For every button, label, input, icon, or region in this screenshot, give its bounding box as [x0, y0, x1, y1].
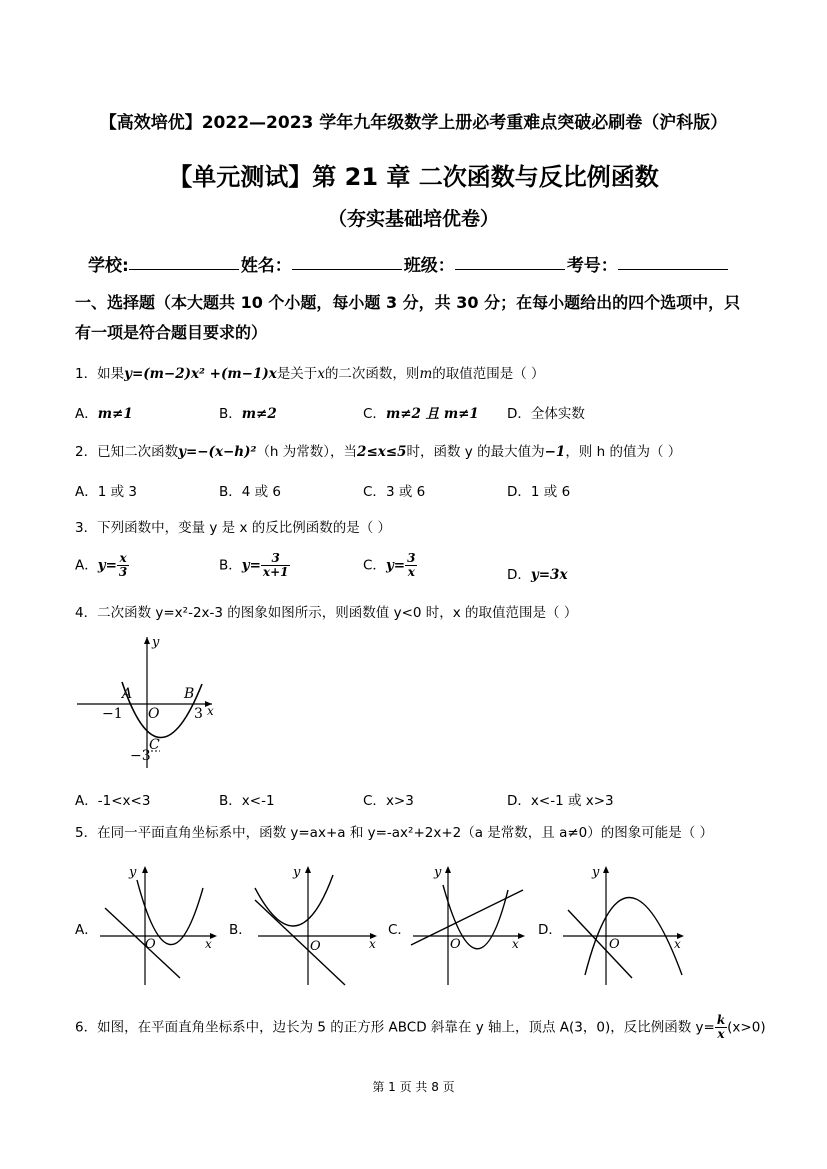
name-label: 姓名：: [240, 256, 292, 276]
q1-formula: y=(m−2)x² +(m−1)x: [124, 366, 277, 382]
q4-option-a[interactable]: A．-1<x<3: [75, 793, 151, 809]
q5b-y-label: y: [293, 865, 301, 880]
page-title: 【单元测试】第 21 章 二次函数与反比例函数: [168, 163, 659, 191]
q5d-line: [568, 910, 632, 978]
q5-option-b-label[interactable]: B．: [229, 922, 252, 938]
q3-option-a[interactable]: A．y= $\frac{x}{3}$: [75, 551, 128, 580]
q5a-x-label: x: [205, 937, 212, 951]
page-subtitle: （夯实基础培优卷）: [327, 208, 499, 230]
q1-option-d[interactable]: D．全体实数: [507, 406, 585, 422]
class-label: 班级：: [403, 256, 455, 276]
q2-post: ，则 h 的值为（ ）: [565, 444, 682, 460]
q1-option-c[interactable]: C．m≠2 且 m≠1: [363, 406, 479, 422]
q1-var2: m: [419, 366, 433, 382]
q5-graph-c[interactable]: [408, 860, 538, 990]
q5a-line: [105, 908, 180, 978]
q3-option-d[interactable]: D．y=3x: [507, 567, 568, 583]
q5d-origin: O: [609, 937, 620, 952]
q5-graph-b[interactable]: [253, 860, 383, 990]
q2-option-b[interactable]: B．4 或 6: [219, 484, 282, 500]
exam-series-header: 【高效培优】2022—2023 学年九年级数学上册必考重难点突破必刷卷（沪科版）: [99, 113, 728, 133]
q1-option-a[interactable]: A．m≠1: [75, 406, 133, 422]
q5a-origin: O: [145, 937, 156, 952]
question-4: 4．二次函数 y=x²-2x-3 的图象如图所示，则函数值 y<0 时，x 的取值范围是（ ）: [75, 605, 578, 621]
q6-fraction: $\frac{k}{x}$: [716, 1013, 726, 1042]
q4-x-label: x: [207, 704, 214, 718]
q1-pre: 1．如果: [75, 366, 125, 382]
q5d-x-label: x: [674, 937, 681, 951]
exam-no-blank[interactable]: [618, 251, 728, 270]
q5a-y-label: y: [129, 865, 137, 880]
q5a-parabola: [137, 880, 203, 945]
section-heading-line1: 一、选择题（本大题共 10 个小题，每小题 3 分，共 30 分；在每小题给出的四个选项中，只: [75, 293, 741, 312]
q4-point-c: C: [149, 737, 160, 753]
q2-option-a[interactable]: A．1 或 3: [75, 484, 138, 500]
q3-option-c[interactable]: C．y= $\frac{3}{x}$: [363, 551, 416, 580]
q2-mid: （h 为常数），当: [256, 444, 358, 460]
student-info-row: [88, 251, 730, 276]
q4-tick-3: 3: [194, 706, 203, 722]
question-6: [75, 1014, 766, 1041]
q2-mid2: 时，函数 y 的最大值为: [406, 444, 545, 460]
q4-y-arrow: [144, 637, 150, 644]
q1-post: 的取值范围是（ ）: [432, 366, 545, 382]
q5d-y-label: y: [592, 865, 600, 880]
q2-pre: 2．已知二次函数: [75, 444, 179, 460]
question-5: 5．在同一平面直角坐标系中，函数 y=ax+a 和 y=-ax²+2x+2（a 是常数，且 a≠0）的图象可能是（ ）: [75, 825, 714, 841]
q2-option-c[interactable]: C．3 或 6: [363, 484, 426, 500]
q4-tick-neg3: −3: [130, 748, 151, 764]
section-heading-line2: 有一项是符合题目要求的）: [75, 323, 268, 342]
q4-origin: O: [148, 706, 160, 722]
q4-y-label: y: [152, 635, 160, 650]
question-1: [75, 362, 545, 382]
school-label: 学校:: [88, 256, 129, 276]
q5b-line: [255, 900, 345, 985]
q4-point-b: B: [184, 686, 195, 702]
q1-var: x: [317, 366, 325, 382]
q5-option-a-label[interactable]: A．: [75, 922, 98, 938]
q4-tick-neg1: −1: [102, 706, 123, 722]
school-blank[interactable]: [129, 251, 239, 270]
q4-point-a: A: [122, 686, 133, 702]
q4-option-b[interactable]: B．x<-1: [219, 793, 275, 809]
q1-mid2: 的二次函数，则: [324, 366, 420, 382]
q5b-x-label: x: [369, 937, 376, 951]
q5c-x-label: x: [512, 937, 519, 951]
q2-value: −1: [544, 444, 566, 460]
q5b-parabola: [255, 875, 333, 926]
q5b-origin: O: [310, 939, 321, 954]
exam-no-label: 考号：: [566, 256, 618, 276]
page-footer: 第 1 页 共 8 页: [372, 1080, 455, 1094]
question-2: [75, 440, 681, 460]
q5-graph-a[interactable]: [95, 860, 225, 990]
q1-option-b[interactable]: B．m≠2: [219, 406, 277, 422]
q2-cond: 2≤x≤5: [357, 444, 407, 460]
q6-post: (x>0): [727, 1019, 766, 1036]
q2-option-d[interactable]: D．1 或 6: [507, 484, 571, 500]
q5c-origin: O: [450, 937, 461, 952]
question-3: 3．下列函数中，变量 y 是 x 的反比例函数的是（ ）: [75, 520, 392, 536]
q1-mid: 是关于: [276, 366, 318, 382]
q5c-line: [411, 890, 523, 945]
q5-graph-d[interactable]: [560, 860, 690, 990]
q5-option-d-label[interactable]: D．: [538, 922, 562, 938]
q3-option-b[interactable]: B．y= $\frac{3}{x+1}$: [219, 551, 289, 580]
class-blank[interactable]: [455, 251, 565, 270]
q5c-y-label: y: [434, 865, 442, 880]
q2-formula: y=−(x−h)²: [178, 444, 257, 460]
q6-text: 6．如图，在平面直角坐标系中，边长为 5 的正方形 ABCD 斜靠在 y 轴上，顶点 A(3，0)，反比例函数 y=: [75, 1019, 715, 1036]
q5-option-c-label[interactable]: C．: [388, 922, 411, 938]
name-blank[interactable]: [292, 251, 402, 270]
q4-option-c[interactable]: C．x>3: [363, 793, 414, 809]
q4-parabola-graph: [72, 632, 232, 772]
q4-option-d[interactable]: D．x<-1 或 x>3: [507, 793, 614, 809]
